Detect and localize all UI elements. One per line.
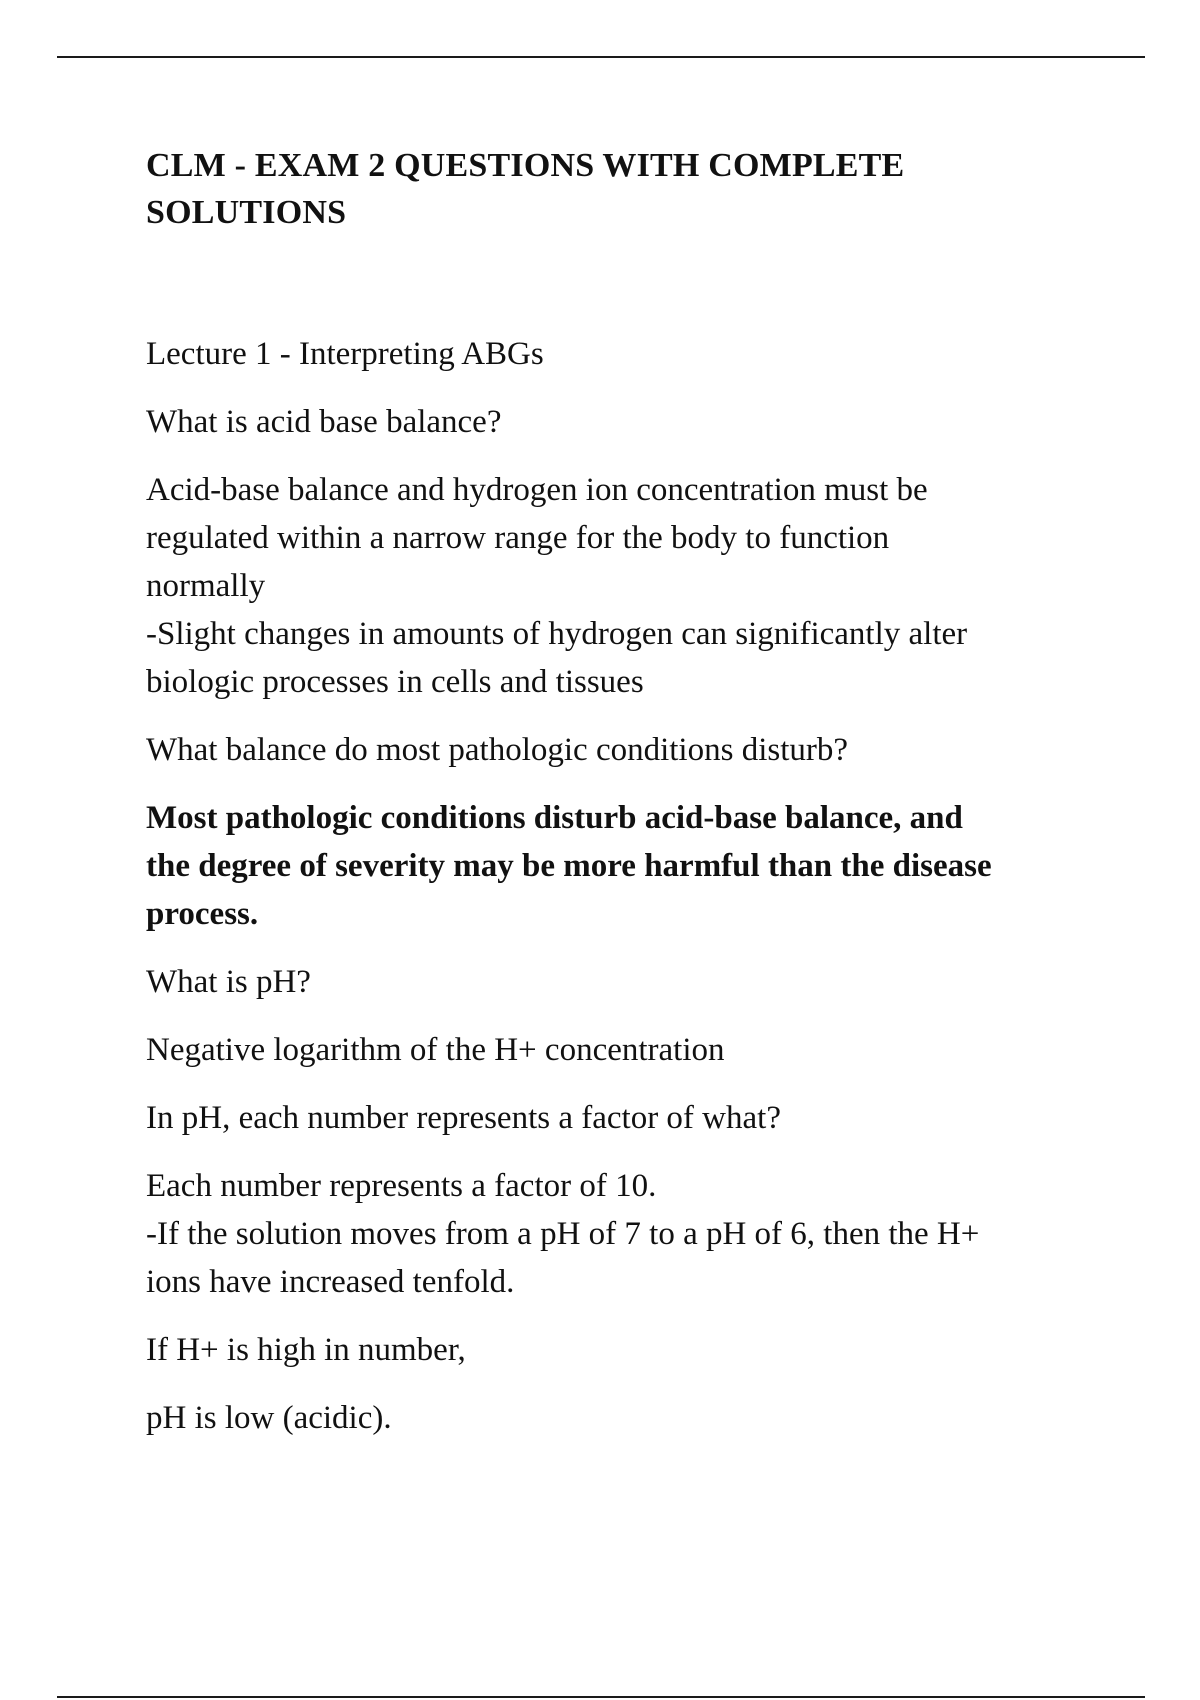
question	[146, 1326, 1106, 1374]
answer	[146, 1394, 1106, 1442]
text-line: Acid-base balance and hydrogen ion concentration must be	[146, 472, 928, 508]
text-line: What is pH?	[146, 964, 311, 1000]
section-heading	[146, 330, 1106, 378]
title-line: SOLUTIONS	[146, 194, 347, 231]
document-title	[146, 142, 1106, 236]
question	[146, 398, 1106, 446]
text-line: In pH, each number represents a factor of what?	[146, 1100, 781, 1136]
text-line: What is acid base balance?	[146, 404, 502, 440]
qa-list	[146, 330, 1106, 1442]
top-divider	[57, 56, 1145, 58]
text-line: Each number represents a factor of 10.	[146, 1168, 657, 1204]
text-line: regulated within a narrow range for the body to function	[146, 520, 890, 556]
question	[146, 1094, 1106, 1142]
text-line: Negative logarithm of the H+ concentration	[146, 1032, 725, 1068]
bottom-divider	[57, 1696, 1145, 1698]
text-line: normally	[146, 568, 266, 604]
text-line: pH is low (acidic).	[146, 1400, 392, 1436]
document-body	[146, 142, 1106, 1462]
answer-bold	[146, 794, 1106, 938]
text-line: the degree of severity may be more harmful than the disease	[146, 848, 992, 884]
answer	[146, 1162, 1106, 1306]
answer	[146, 466, 1106, 706]
question	[146, 958, 1106, 1006]
text-line: ions have increased tenfold.	[146, 1264, 515, 1300]
text-line: What balance do most pathologic conditions disturb?	[146, 732, 849, 768]
answer	[146, 1026, 1106, 1074]
title-line: CLM - EXAM 2 QUESTIONS WITH COMPLETE	[146, 147, 905, 184]
text-line: If H+ is high in number,	[146, 1332, 466, 1368]
text-line: biologic processes in cells and tissues	[146, 664, 644, 700]
text-line: Lecture 1 - Interpreting ABGs	[146, 336, 544, 372]
text-line: -If the solution moves from a pH of 7 to a pH of 6, then the H+	[146, 1216, 980, 1252]
question	[146, 726, 1106, 774]
text-line: -Slight changes in amounts of hydrogen can significantly alter	[146, 616, 968, 652]
text-line: process.	[146, 896, 259, 932]
text-line: Most pathologic conditions disturb acid-base balance, and	[146, 800, 963, 836]
